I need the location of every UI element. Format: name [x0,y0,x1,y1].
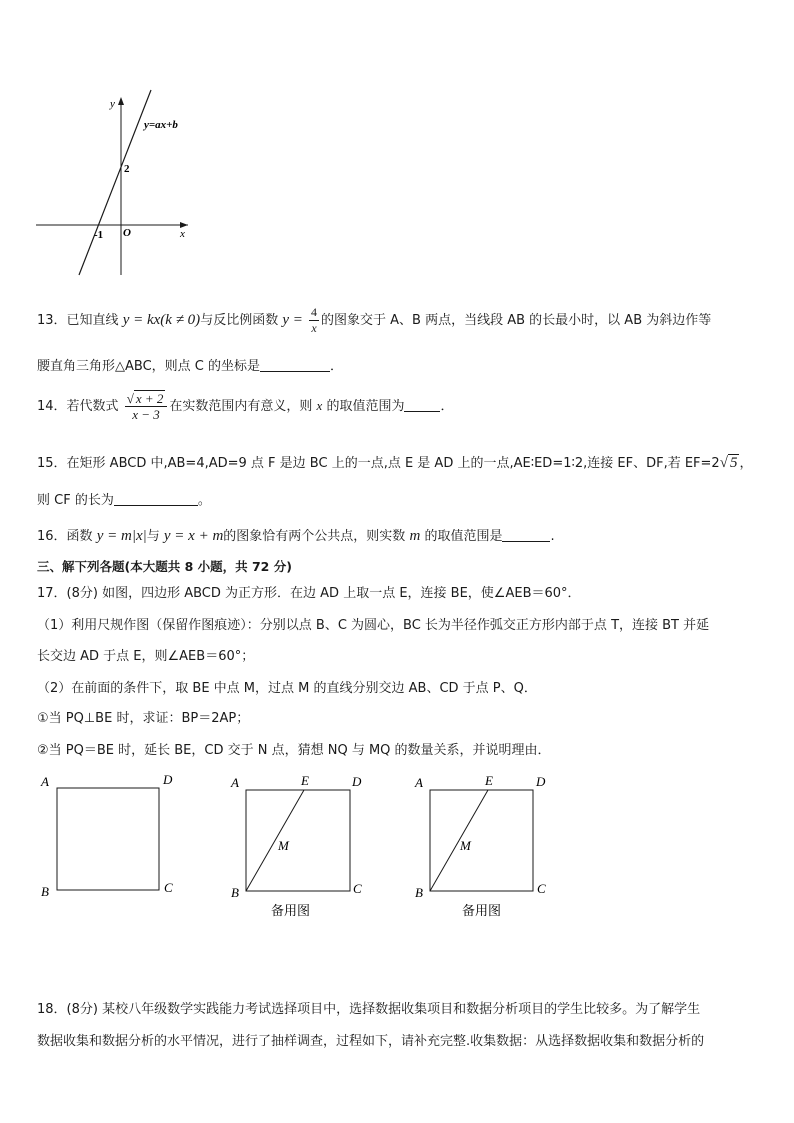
q15-text1: 15．在矩形 ABCD 中,AB=4,AD=9 点 F 是边 BC 上的一点,点 E 是 AD 上的一点,AE∶ED=1∶2,连接 EF、DF,若 EF=2 [37,456,720,471]
q13-text4: 腰直角三角形△ABC，则点 C 的坐标是 [37,359,260,374]
label-A: A [41,774,49,789]
q14-var: x [316,398,323,413]
q15-radicand: 5 [729,455,738,471]
q17-line6: ②当 PQ＝BE 时，延长 BE，CD 交于 N 点，猜想 NQ 与 MQ 的数量关系，并说明理由． [37,743,551,758]
q13-line-equation: y = kx(k ≠ 0) [122,312,201,328]
label-M: M [278,838,289,853]
figure-caption: 备用图 [462,904,502,919]
q13-fraction [309,305,319,336]
section-heading: 三、解下列各题(本大题共 8 小题，共 72 分) [37,559,292,574]
q13-end: ． [330,359,344,374]
segment-be [430,790,488,891]
q13-text2: 与反比例函数 [200,313,279,328]
label-D: D [163,772,173,787]
q14-number: 14． [37,399,67,414]
q16-text4: 的取值范围是 [424,529,503,544]
q13-line1 [37,305,711,336]
q16-answer-blank[interactable] [502,529,550,542]
q17-line1: 17．(8分) 如图，四边形 ABCD 为正方形．在边 AD 上取一点 E，连接 BE，使∠AEB＝60°． [37,586,581,601]
square-abcd [430,790,533,891]
square-abcd [57,788,159,890]
square-figure-2 [225,770,375,920]
q15-line1 [37,452,752,472]
q13-fraction-denominator: x [311,321,317,335]
q16-func2: y = x + m [163,528,224,544]
label-E: E [301,773,309,788]
q14-text3: 的取值范围为 [326,399,405,414]
q16-line [37,525,555,545]
q16-text3: 的图象恰有两个公共点，则实数 [223,529,406,544]
q14-denominator: x − 3 [132,407,160,422]
q15-answer-blank[interactable] [114,493,198,506]
q13-number: 13． [37,313,67,328]
coordinate-graph [30,85,200,280]
line-label: y=ax+b [144,119,178,131]
x-axis-label: x [180,228,185,240]
label-A: A [231,775,239,790]
q16-func1: y = m|x| [96,528,147,544]
q18-line1: 18．(8分) 某校八年级数学实践能力考试选择项目中，选择数据收集项目和数据分析项目的学生比较多。为了解学生 [37,1002,701,1017]
segment-be [246,790,304,891]
q16-text1: 函数 [66,529,93,544]
q13-fraction-numerator: 4 [311,305,318,319]
q13-func-lhs: y = [282,312,303,328]
y-axis-arrow [118,97,124,105]
square-figure-1 [35,770,185,900]
q17-line5: ①当 PQ⊥BE 时，求证：BP＝2AP； [37,711,250,726]
q14-end: ． [440,399,454,414]
q15-sqrt: √ 5 [719,455,738,471]
q14-line [37,391,454,422]
square-figure-3 [409,770,559,920]
q17-line4: （2）在前面的条件下，取 BE 中点 M，过点 M 的直线分别交边 AB、CD 于点 P、Q． [37,681,537,696]
label-C: C [537,881,546,896]
q13-text1: 已知直线 [66,313,119,328]
q14-answer-blank[interactable] [404,399,440,412]
square-abcd [246,790,350,891]
label-D: D [352,774,362,789]
y-axis-label: y [110,98,115,110]
label-A: A [415,775,423,790]
q14-text2: 在实数范围内有意义，则 [169,399,313,414]
figure-caption: 备用图 [271,904,311,919]
y-tick-label: 2 [124,163,130,175]
x-tick-label: -1 [94,229,104,241]
q18-line2: 数据收集和数据分析的水平情况，进行了抽样调查，过程如下，请补充完整.收集数据：从选择数据收集和数据分析的 [37,1034,705,1049]
q16-end: . [550,529,555,544]
label-D: D [536,774,546,789]
label-C: C [164,880,173,895]
label-B: B [415,885,423,900]
q14-fraction [125,391,168,422]
label-E: E [485,773,493,788]
origin-label: O [123,227,131,239]
label-B: B [231,885,239,900]
q15-comma: ， [739,456,753,471]
q14-radicand: x + 2 [135,391,164,406]
label-C: C [353,881,362,896]
q15-end: 。 [197,493,211,508]
q17-line3: 长交边 AD 于点 E，则∠AEB＝60°； [37,649,255,664]
q17-line2: （1）利用尺规作图（保留作图痕迹）：分别以点 B、C 为圆心，BC 长为半径作弧交正方形内部于点 T，连接 BT 并延 [37,618,710,633]
q15-line2 [37,489,211,508]
q14-numerator: √ x + 2 [125,391,168,407]
q16-text2: 与 [146,529,160,544]
label-M: M [460,838,471,853]
q13-text3: 的图象交于 A、B 两点，当线段 AB 的长最小时，以 AB 为斜边作等 [321,313,712,328]
graph-line [79,90,151,275]
q13-answer-blank[interactable] [260,359,330,372]
q16-number: 16． [37,529,67,544]
q13-line2 [37,355,343,374]
q14-text1: 若代数式 [66,399,119,414]
q15-text2: 则 CF 的长为 [37,493,114,508]
q16-var: m [409,528,421,544]
label-B: B [41,884,49,899]
